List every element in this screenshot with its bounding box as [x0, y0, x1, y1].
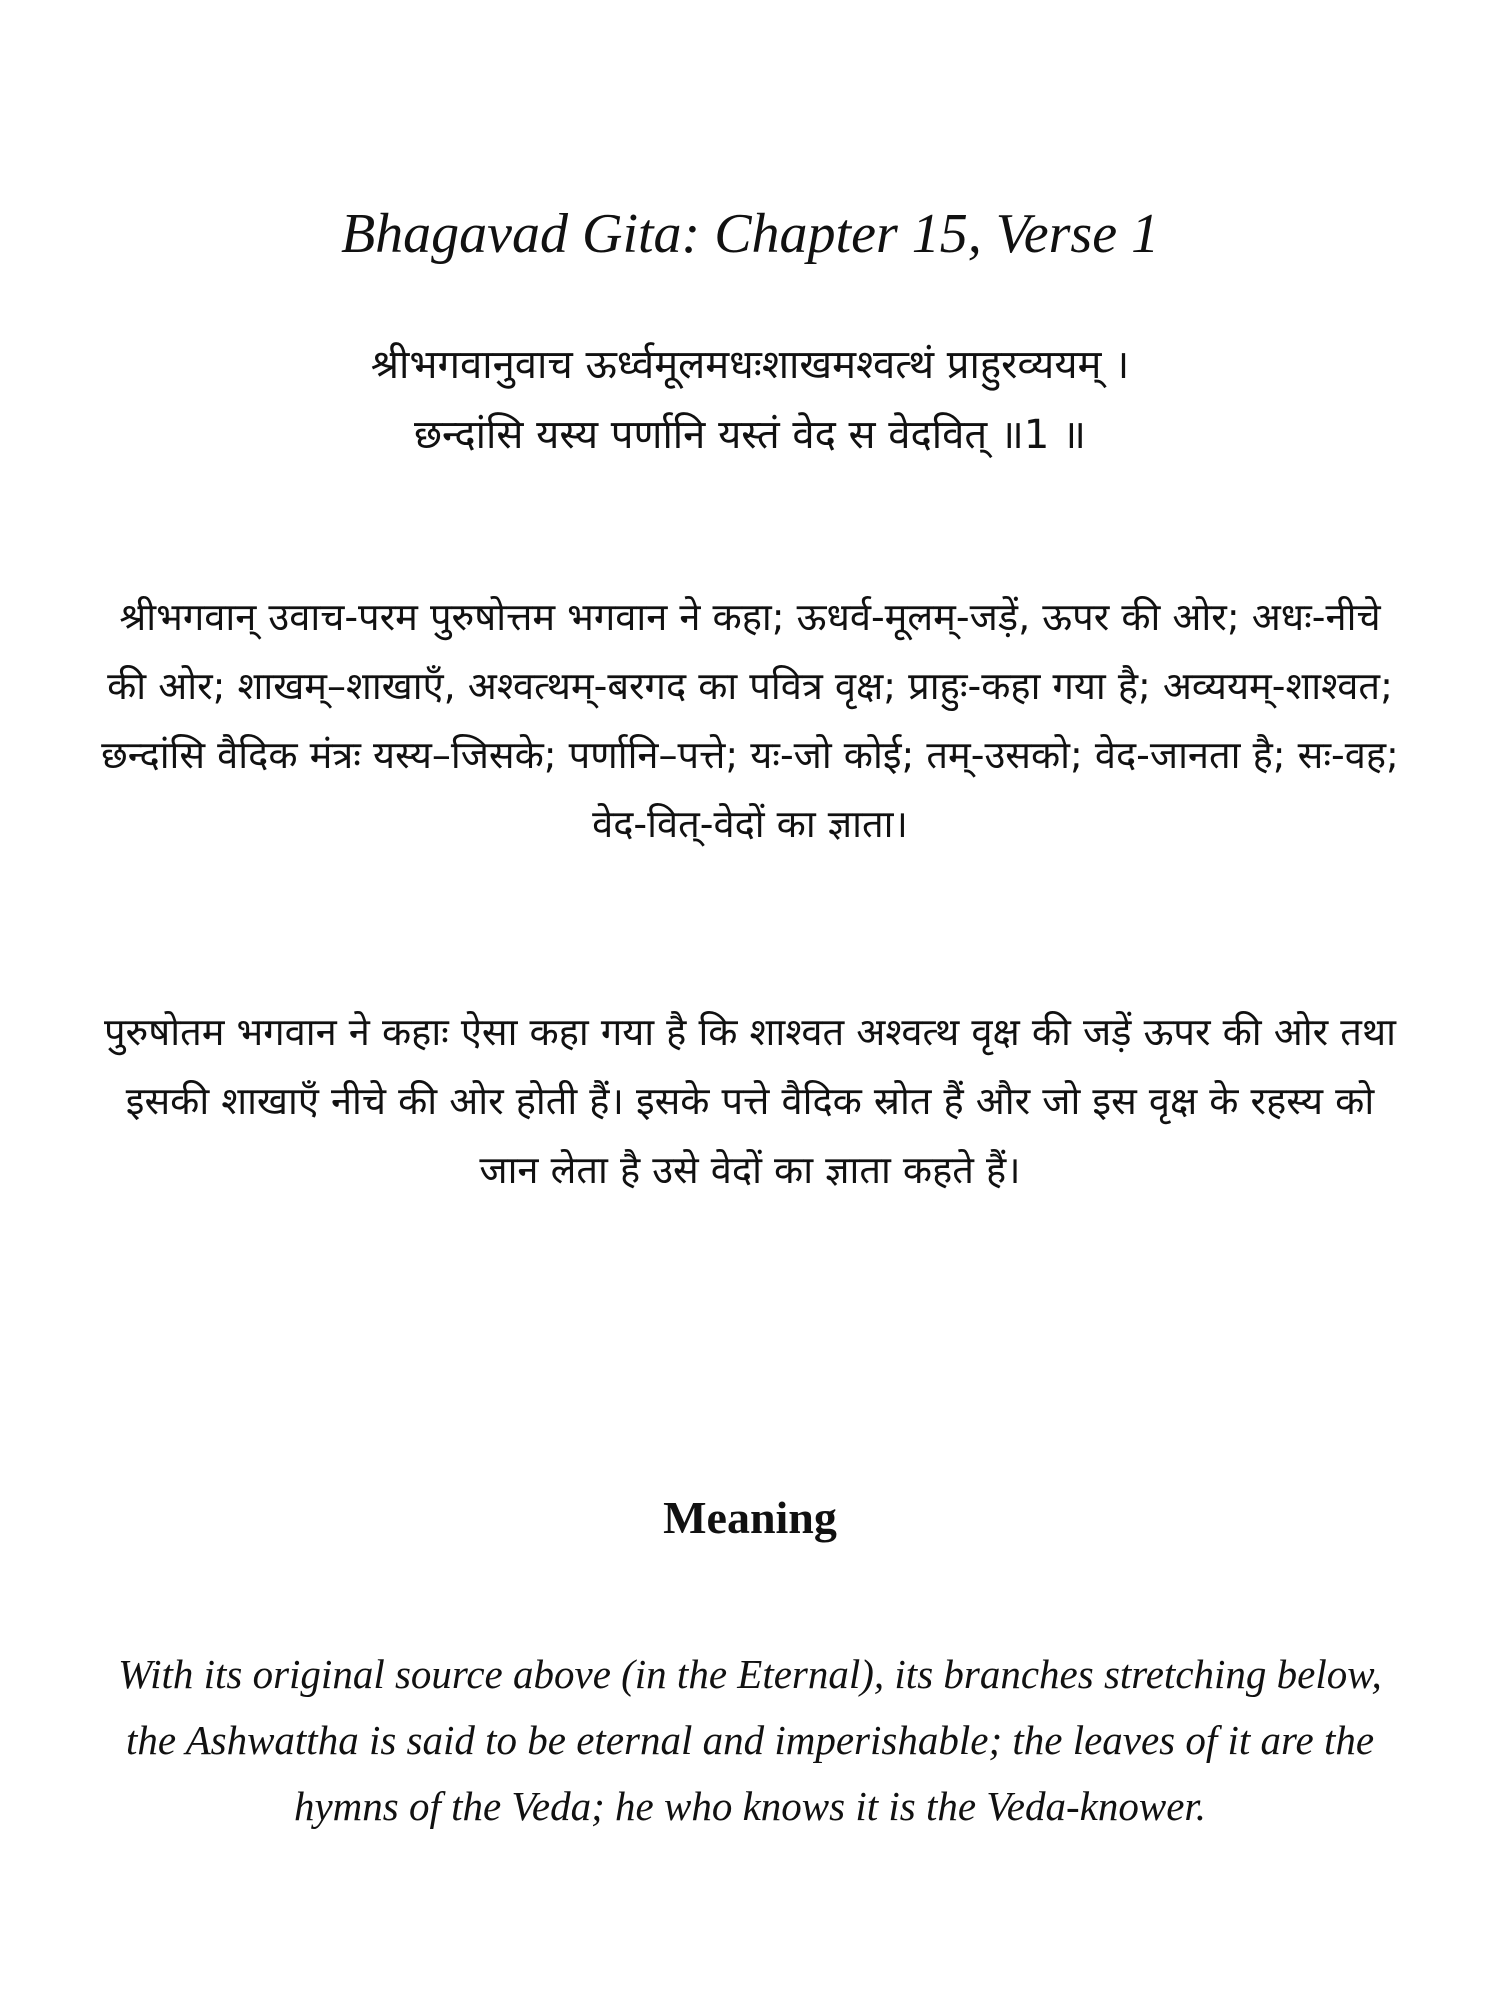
word-by-word-meaning: श्रीभगवान् उवाच-परम पुरुषोत्तम भगवान ने कहा; ऊधर्व-मूलम्-जड़ें, ऊपर की ओर; अधः-नीचे की ओर; शाखम्–शाखाएँ, अश्वत्थम्-बरगद का पवित्र वृक्ष; प्राहुः-कहा गया है; अव्ययम्-शाश्वत; छन्दांसि वैदिक मंत्रः यस्य–जिसके; पर्णानि–पत्ते; यः-जो कोई; तम्-उसको; वेद-जानता है; सः-वह; वेद-वित्-वेदों का ज्ञाता।: [101, 595, 1399, 846]
verse-line-2: छन्दांसि यस्य पर्णानि यस्तं वेद स वेदवित् ॥1 ॥: [414, 412, 1086, 458]
page-title: Bhagavad Gita: Chapter 15, Verse 1: [340, 203, 1160, 265]
meaning-heading: Meaning: [663, 1492, 837, 1543]
hindi-translation: पुरुषोतम भगवान ने कहाः ऐसा कहा गया है कि शाश्वत अश्वत्थ वृक्ष की जड़ें ऊपर की ओर तथा इसकी शाखाएँ नीचे की ओर होती हैं। इसके पत्ते वैदिक स्रोत हैं और जो इस वृक्ष के रहस्य को जान लेता है उसे वेदों का ज्ञाता कहते हैं।: [103, 1010, 1397, 1192]
english-meaning: With its original source above (in the Eternal), its branches stretching below, the Ashwattha is said to be eternal and imperishable; the leaves of it are the hymns of the Veda; he who knows it is the Veda-knower.: [118, 1651, 1382, 1829]
sanskrit-verse: [100, 330, 1400, 470]
verse-line-1: श्रीभगवानुवाच ऊर्ध्वमूलमधःशाखमश्वत्थं प्राहुरव्ययम् ।: [370, 342, 1130, 388]
